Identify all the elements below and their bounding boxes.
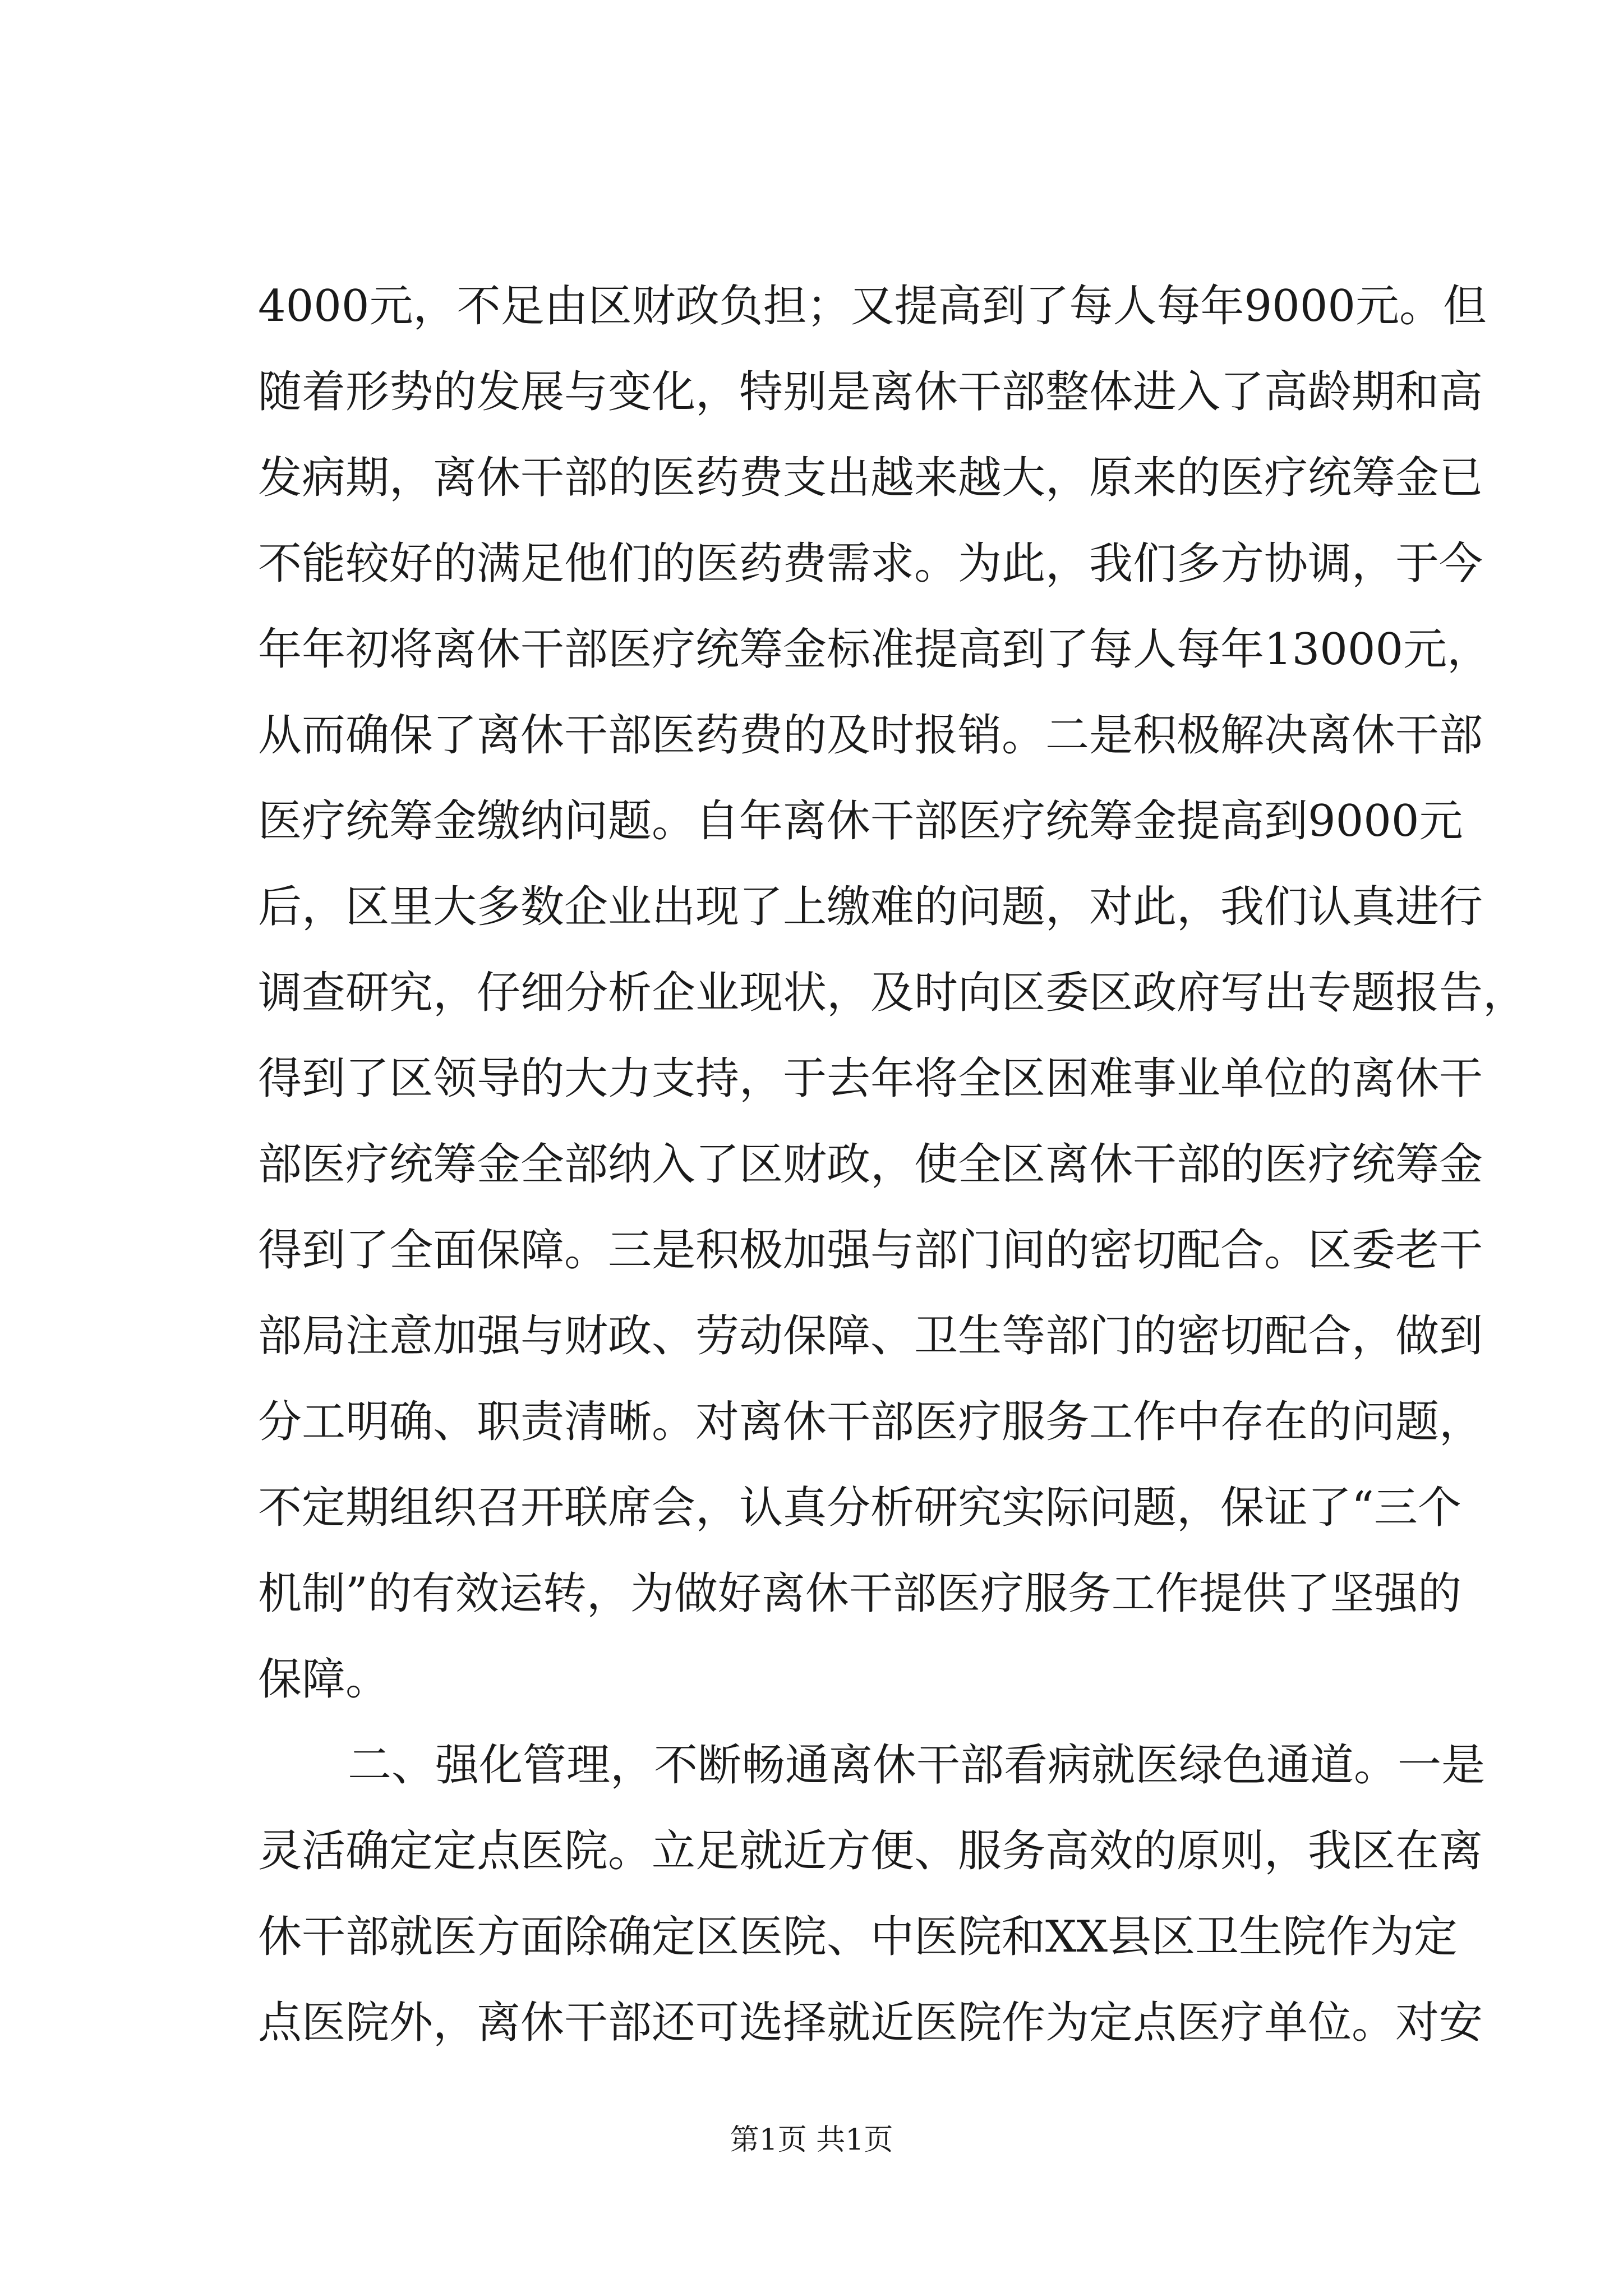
text-line: 得到了全面保障。三是积极加强与部门间的密切配合。区委老干 xyxy=(258,1225,1483,1276)
text-line: 后，区里大多数企业出现了上缴难的问题，对此，我们认真进行 xyxy=(258,882,1483,932)
text-line: 4000元，不足由区财政负担；又提高到了每人每年9000元。但 xyxy=(258,281,1487,332)
text-line: 分工明确、职责清晰。对离休干部医疗服务工作中存在的问题， xyxy=(258,1397,1483,1447)
page-number-footer: 第1页 共1页 xyxy=(730,2123,893,2157)
text-line: 医疗统筹金缴纳问题。自年离休干部医疗统筹金提高到9000元 xyxy=(258,796,1463,846)
text-line: 不定期组织召开联席会，认真分析研究实际问题，保证了“三个 xyxy=(258,1483,1461,1533)
text-line: 年年初将离休干部医疗统筹金标准提高到了每人每年13000元， xyxy=(258,624,1491,675)
text-line: 不能较好的满足他们的医药费需求。为此，我们多方协调，于今 xyxy=(258,539,1483,589)
text-line: 得到了区领导的大力支持，于去年将全区困难事业单位的离休干 xyxy=(258,1053,1483,1104)
text-line: 点医院外，离休干部还可选择就近医院作为定点医疗单位。对安 xyxy=(258,1998,1483,2048)
text-line: 随着形势的发展与变化，特别是离休干部整体进入了高龄期和高 xyxy=(258,367,1483,417)
text-line: 部局注意加强与财政、劳动保障、卫生等部门的密切配合，做到 xyxy=(258,1311,1483,1361)
text-line: 灵活确定定点医院。立足就近方便、服务高效的原则，我区在离 xyxy=(258,1826,1483,1876)
text-line: 休干部就医方面除确定区医院、中医院和XX县区卫生院作为定 xyxy=(258,1912,1458,1962)
text-line: 发病期，离休干部的医药费支出越来越大，原来的医疗统筹金已 xyxy=(258,453,1483,503)
text-line: 调查研究，仔细分析企业现状，及时向区委区政府写出专题报告， xyxy=(258,968,1527,1018)
text-line: 部医疗统筹金全部纳入了区财政，使全区离休干部的医疗统筹金 xyxy=(258,1139,1483,1190)
text-line: 从而确保了离休干部医药费的及时报销。二是积极解决离休干部 xyxy=(258,710,1483,761)
body-text xyxy=(258,264,1527,2066)
section-heading-line: 二、强化管理，不断畅通离休干部看病就医绿色通道。一是 xyxy=(348,1740,1486,1791)
paragraph-end-line: 保障。 xyxy=(258,1654,390,1705)
text-line: 机制”的有效运转，为做好离休干部医疗服务工作提供了坚强的 xyxy=(258,1568,1461,1619)
